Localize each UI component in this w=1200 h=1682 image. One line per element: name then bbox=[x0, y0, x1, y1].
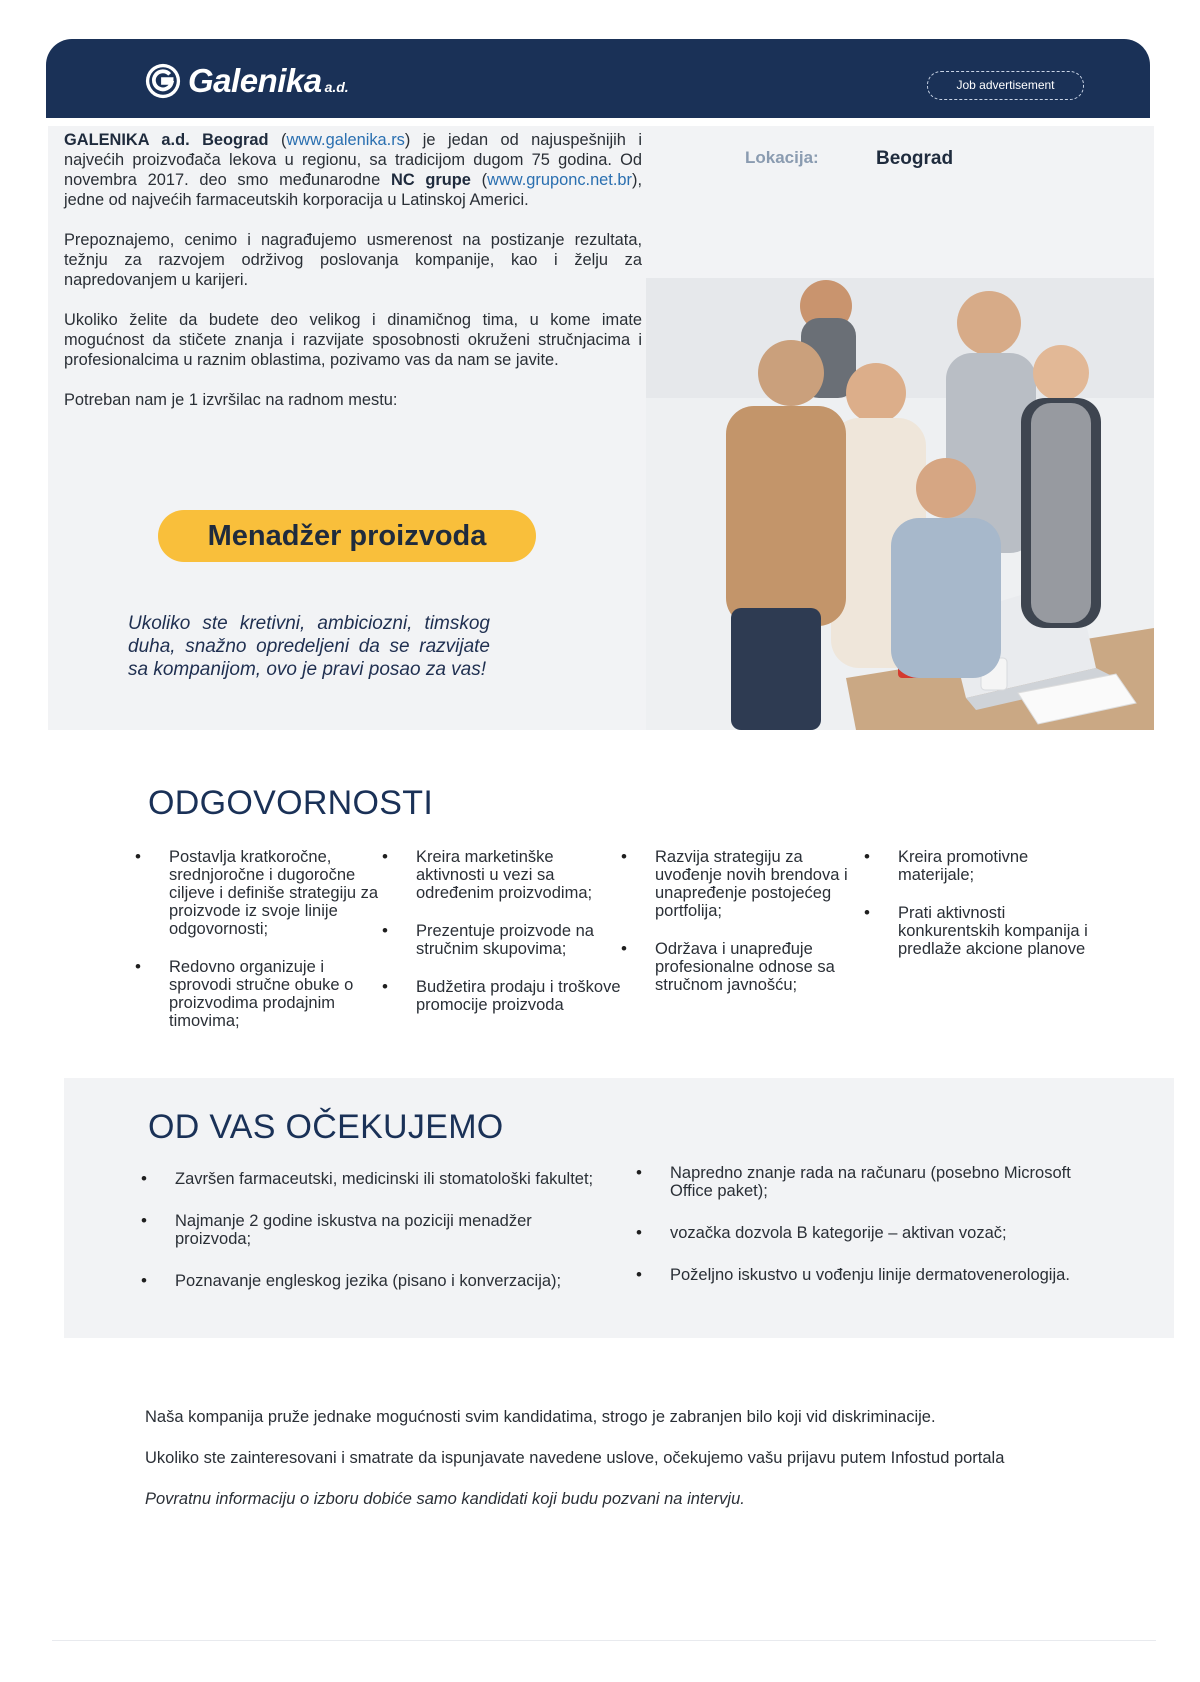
intro-text bbox=[64, 130, 642, 430]
responsibilities-title: ODGOVORNOSTI bbox=[148, 784, 434, 822]
intro-paragraph-1: GALENIKA a.d. Beograd (www.galenika.rs) je jedan od najuspešnijih i najvećih proizvođača lekova u regionu, sa tradicijom dugom 75 godina. Od novembra 2017. deo smo međunarodne NC grupe (www.gruponc.net.br), jedne od najvećih farmaceutskih korporacija u Latinskoj Americi. bbox=[64, 131, 642, 209]
list-item: • vozačka dozvola B kategorije – aktivan vozač; bbox=[670, 1224, 1080, 1242]
location-value: Beograd bbox=[876, 148, 954, 169]
responsibilities-col-3 bbox=[655, 848, 855, 1014]
candidate-callout: Ukoliko ste kretivni, ambiciozni, timskog duha, snažno opredeljeni da se razvijate sa kompanijom, ovo je pravi posao za vas! bbox=[128, 613, 490, 680]
bottom-divider bbox=[52, 1640, 1156, 1641]
intro-paragraph-4: Potreban nam je 1 izvršilac na radnom mestu: bbox=[64, 391, 398, 409]
list-item: • Poznavanje engleskog jezika (pisano i konverzacija); bbox=[175, 1272, 595, 1290]
intro-paragraph-2: Prepoznajemo, cenimo i nagrađujemo usmerenost na postizanje rezultata, težnju za razvojem održivog poslovanja kompanije, kao i želju za napredovanjem u karijeri. bbox=[64, 231, 642, 289]
list-item: • Redovno organizuje i sprovodi stručne obuke o proizvodima prodajnim timovima; bbox=[169, 958, 381, 1030]
list-item: • Razvija strategiju za uvođenje novih brendova i unapređenje postojećeg portfolija; bbox=[655, 848, 855, 920]
brand-suffix: a.d. bbox=[324, 79, 349, 95]
responsibilities-col-2 bbox=[416, 848, 621, 1034]
list-item: • Najmanje 2 godine iskustva na poziciji menadžer proizvoda; bbox=[175, 1212, 595, 1248]
responsibilities-col-1 bbox=[169, 848, 381, 1050]
location-label: Lokacija: bbox=[745, 148, 819, 167]
list-item: • Kreira promotivne materijale; bbox=[898, 848, 1108, 884]
intro-text-a: je jedan od najuspešnijih i najvećih proizvođača lekova u regionu, sa tradicijom dugom 75 godina. Od novembra 2017. deo smo međunarodne bbox=[64, 131, 642, 189]
application-text: Ukoliko ste zainteresovani i smatrate da ispunjavate navedene uslove, očekujemo vašu prijavu putem Infostud portala bbox=[145, 1449, 1005, 1467]
responsibilities-col-4 bbox=[898, 848, 1108, 978]
list-item: • Prezentuje proizvode na stručnim skupovima; bbox=[416, 922, 621, 958]
list-item: • Kreira marketinške aktivnosti u vezi sa određenim proizvodima; bbox=[416, 848, 621, 902]
company-name: GALENIKA a.d. Beograd bbox=[64, 131, 269, 149]
brand-name: Galenika bbox=[188, 62, 322, 99]
galenika-logo-icon bbox=[144, 62, 182, 100]
position-title-pill: Menadžer proizvoda bbox=[158, 510, 536, 562]
list-item: • Napredno znanje rada na računaru (posebno Microsoft Office paket); bbox=[670, 1164, 1080, 1200]
galenika-logo bbox=[144, 61, 349, 101]
intro-panel bbox=[48, 126, 1154, 730]
job-advertisement-badge: Job advertisement bbox=[927, 71, 1084, 100]
expectations-col-right bbox=[670, 1164, 1080, 1304]
list-item: • Budžetira prodaju i troškove promocije proizvoda bbox=[416, 978, 621, 1014]
intro-paragraph-3: Ukoliko želite da budete deo velikog i dinamičnog tima, u kome imate mogućnost da stičete znanja i razvijate sposobnosti okruženi stručnjacima i profesionalcima u raznim oblastima, pozivamo vas da nam se javite. bbox=[64, 311, 642, 369]
intro-text-b: jedne od najvećih farmaceutskih korporacija u Latinskoj Americi. bbox=[64, 191, 529, 209]
expectations-col-left bbox=[175, 1170, 595, 1310]
group-name: NC grupe bbox=[391, 171, 471, 189]
list-item: • Poželjno iskustvo u vođenju linije dermatovenerologija. bbox=[670, 1266, 1080, 1284]
list-item: • Završen farmaceutski, medicinski ili stomatološki fakultet; bbox=[175, 1170, 595, 1188]
expectations-title: OD VAS OČEKUJEMO bbox=[148, 1108, 504, 1146]
header-bar bbox=[46, 39, 1150, 118]
group-website-link[interactable]: www.gruponc.net.br bbox=[487, 171, 632, 189]
team-photo bbox=[646, 278, 1154, 730]
feedback-note: Povratnu informaciju o izboru dobiće samo kandidati koji budu pozvani na intervju. bbox=[145, 1490, 745, 1508]
list-item: • Održava i unapređuje profesionalne odnose sa stručnom javnošću; bbox=[655, 940, 855, 994]
company-website-link[interactable]: www.galenika.rs bbox=[286, 131, 405, 149]
list-item: • Prati aktivnosti konkurentskih kompanija i predlaže akcione planove bbox=[898, 904, 1108, 958]
list-item: • Postavlja kratkoročne, srednjoročne i dugoročne ciljeve i definiše strategiju za proizvode iz svoje linije odgovornosti; bbox=[169, 848, 381, 938]
equal-opportunity-text: Naša kompanija pruže jednake mogućnosti svim kandidatima, strogo je zabranjen bilo koji vid diskriminacije. bbox=[145, 1408, 936, 1426]
